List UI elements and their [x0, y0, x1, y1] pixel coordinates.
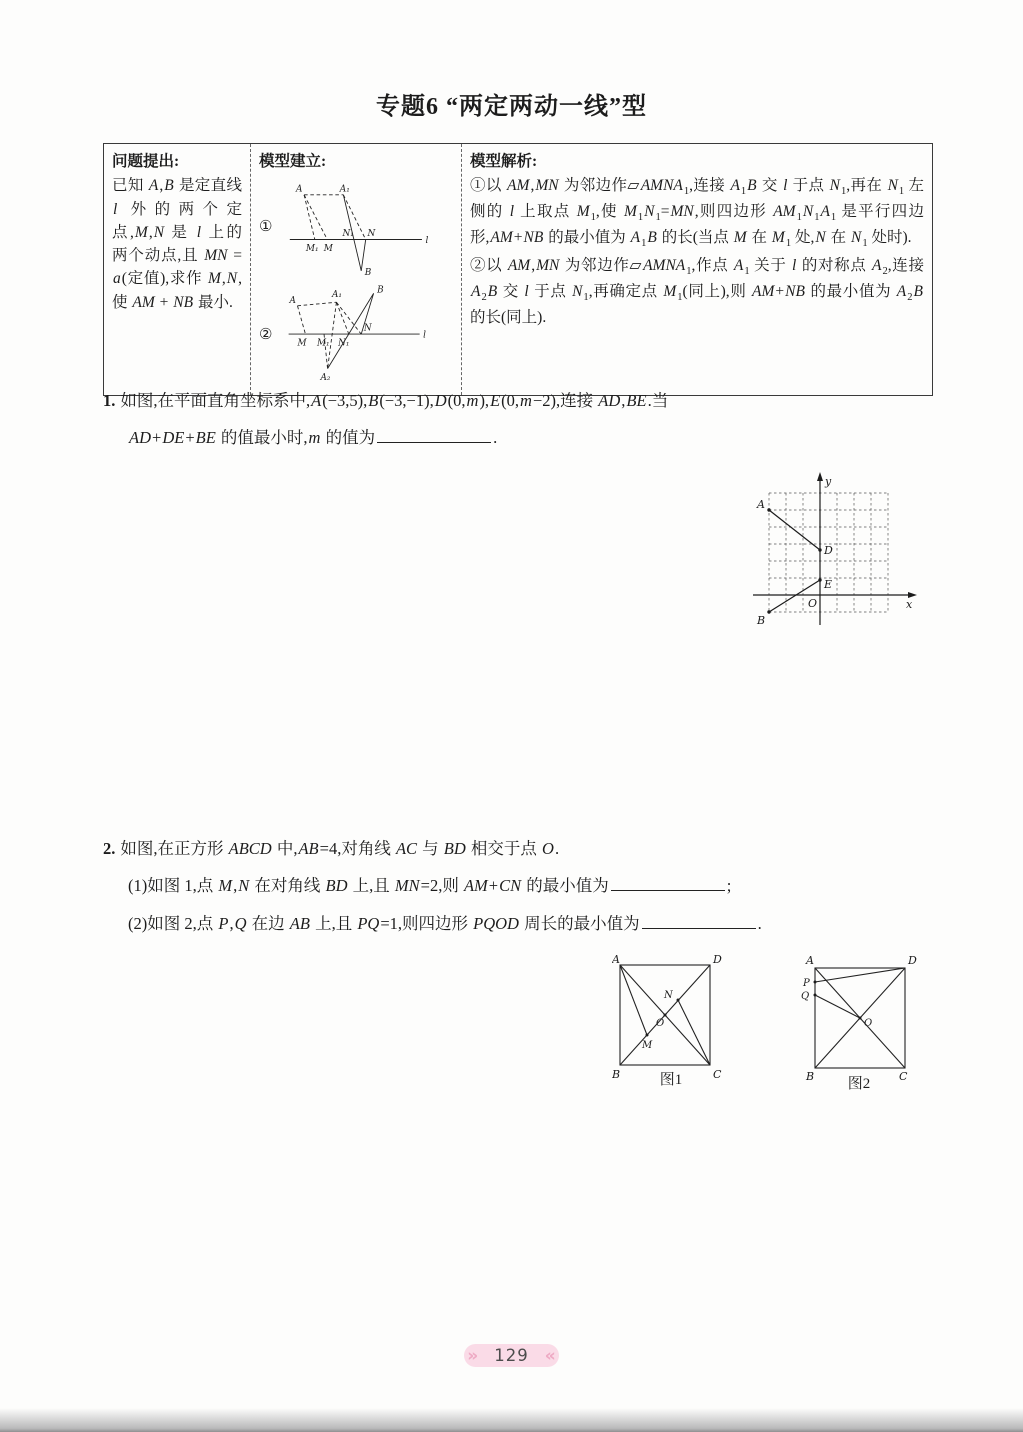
point-label-A: A [296, 184, 303, 195]
circled-1-label: ① [259, 219, 273, 235]
point-label-B: B [377, 285, 384, 296]
answer-blank-p2-1 [611, 874, 725, 892]
problem-2-intro [103, 836, 965, 862]
line-label-l: l [425, 236, 429, 247]
chevron-left-icon: » [467, 1345, 479, 1366]
point-label-Q: Q [801, 991, 810, 1002]
col-model-header: 模型建立: [259, 153, 327, 170]
problem-2-sub1-text: (1)如图 1,点 M,N 在对角线 BD 上,且 MN=2,则 AM+CN 的最小值为 [128, 876, 609, 896]
origin-label-O: O [808, 597, 818, 610]
answer-blank-p2-2 [642, 911, 756, 929]
point-label-N: N [367, 229, 376, 240]
point-label-D: D [908, 954, 917, 967]
col-analysis-header: 模型解析: [470, 153, 538, 170]
axis-label-y: y [825, 475, 832, 488]
point-label-N1: N₁ [342, 229, 354, 240]
model1-lines [290, 195, 422, 271]
model-table-col-analysis [462, 144, 932, 395]
coordinate-figure [740, 455, 945, 655]
point-label-N: N [363, 323, 372, 334]
model-table [103, 143, 933, 396]
page-footer [0, 1344, 1023, 1367]
point-label-M: M [642, 1040, 653, 1051]
model-figure-1 [275, 177, 443, 277]
problem-2-sub2-punct: . [757, 913, 762, 933]
figure-2-caption: 图2 [847, 1076, 871, 1092]
problem-1-period: . [493, 428, 498, 448]
point-label-B: B [612, 1068, 621, 1081]
point-label-A1: A₁ [339, 184, 350, 195]
chevron-right-icon: « [544, 1345, 556, 1366]
model2-lines [289, 294, 420, 369]
point-label-O: O [864, 1018, 873, 1029]
point-label-B: B [757, 614, 766, 627]
model-table-col-problem [104, 144, 250, 395]
model-figure-2 [275, 281, 443, 389]
page-title: 专题6 “两定两动一线”型 [376, 94, 647, 120]
problem-2-number: 2. [103, 839, 116, 858]
analysis-item-1: ①以 AM,MN 为邻边作$▱AMNA_1$,连接 $A_1B$ 交 l 于点 $N_1$,再在 $N_1$ 左侧的 l 上取点 $M_1$,使 $M_1N_1=MN$,则四边形 $AM_1N_1A_1$ 是平行四边形,AM+NB 的最小值为 $A_1B$ 的长(当点 M 在 $M_1$ 处,N 在 $N_1$ 处时). [470, 177, 924, 250]
problem-2-sub-2 [128, 911, 965, 937]
point-label-N1: N₁ [338, 338, 350, 349]
problem-1-line-1 [103, 388, 965, 414]
point-label-A1: A₁ [332, 290, 342, 301]
col-problem-body: 已知 A,B 是定直线 l 外的两个定点,M,N 是 l 上的两个动点,且 MN = a(定值),求作 M,N,使 AM + NB 最小. [112, 177, 242, 311]
problem-1-number: 1. [103, 391, 116, 410]
line-label-l: l [423, 330, 427, 341]
point-label-D: D [713, 953, 722, 966]
point-label-B: B [806, 1070, 815, 1083]
problem-2-intro-text: 如图,在正方形 ABCD 中,AB=4,对角线 AC 与 BD 相交于点 O. [120, 839, 560, 858]
point-label-C: C [899, 1070, 908, 1083]
point-label-M: M [297, 338, 307, 349]
problem-1-text-1: 如图,在平面直角坐标系中,A(−3,5),B(−3,−1),D(0,m),E(0,m−2),连接 AD,BE.当 [120, 391, 669, 410]
point-label-M1: M₁ [305, 244, 319, 255]
point-label-A: A [757, 498, 765, 511]
point-label-A: A [612, 953, 620, 966]
point-label-E: E [824, 578, 833, 591]
point-label-D: D [824, 544, 833, 557]
problem-1 [103, 388, 965, 463]
point-label-P: P [803, 978, 810, 989]
square2-points [814, 981, 862, 1020]
axes [753, 472, 917, 625]
point-label-O: O [656, 1018, 665, 1029]
point-label-M: M [323, 244, 333, 255]
problem-2-sub1-punct: ; [726, 876, 732, 896]
problem-2 [103, 836, 965, 948]
square-figure-2 [798, 948, 920, 1084]
point-label-A: A [806, 954, 814, 967]
model1-labels [295, 185, 428, 278]
problem-2-sub-1 [128, 873, 965, 899]
axis-label-x: x [906, 598, 913, 611]
point-label-B: B [364, 268, 372, 278]
page-number-badge: 129 [464, 1344, 559, 1367]
scan-shadow-band [0, 1408, 1023, 1432]
figure-1-caption: 图1 [659, 1072, 683, 1088]
model-figure-2-row [259, 281, 453, 389]
square-figure-1 [612, 950, 730, 1084]
point-label-A: A [289, 296, 296, 307]
problem-2-sub2-text: (2)如图 2,点 P,Q 在边 AB 上,且 PQ=1,则四边形 PQOD 周长的最小值为 [128, 913, 640, 933]
point-label-A2: A₂ [320, 373, 331, 384]
coord-labels [756, 475, 913, 627]
analysis-item-2: ②以 AM,MN 为邻边作$▱AMNA_1$,作点 $A_1$ 关于 l 的对称点 $A_2$,连接 $A_2B$ 交 l 于点 $N_1$,再确定点 $M_1$(同上),则 AM+NB 的最小值为 $A_2B$ 的长(同上). [470, 256, 924, 326]
col-problem-header: 问题提出: [112, 153, 180, 170]
model-table-col-model [250, 144, 462, 395]
point-label-N: N [664, 990, 673, 1001]
point-label-C: C [713, 1068, 722, 1081]
answer-blank-p1 [377, 426, 491, 444]
problem-1-line-2 [128, 425, 965, 451]
circled-2-label: ② [259, 327, 273, 343]
model-figure-1-row [259, 177, 453, 277]
problem-1-text-2: AD+DE+BE 的值最小时,m 的值为 [129, 428, 376, 448]
point-label-M1: M₁ [316, 338, 330, 349]
